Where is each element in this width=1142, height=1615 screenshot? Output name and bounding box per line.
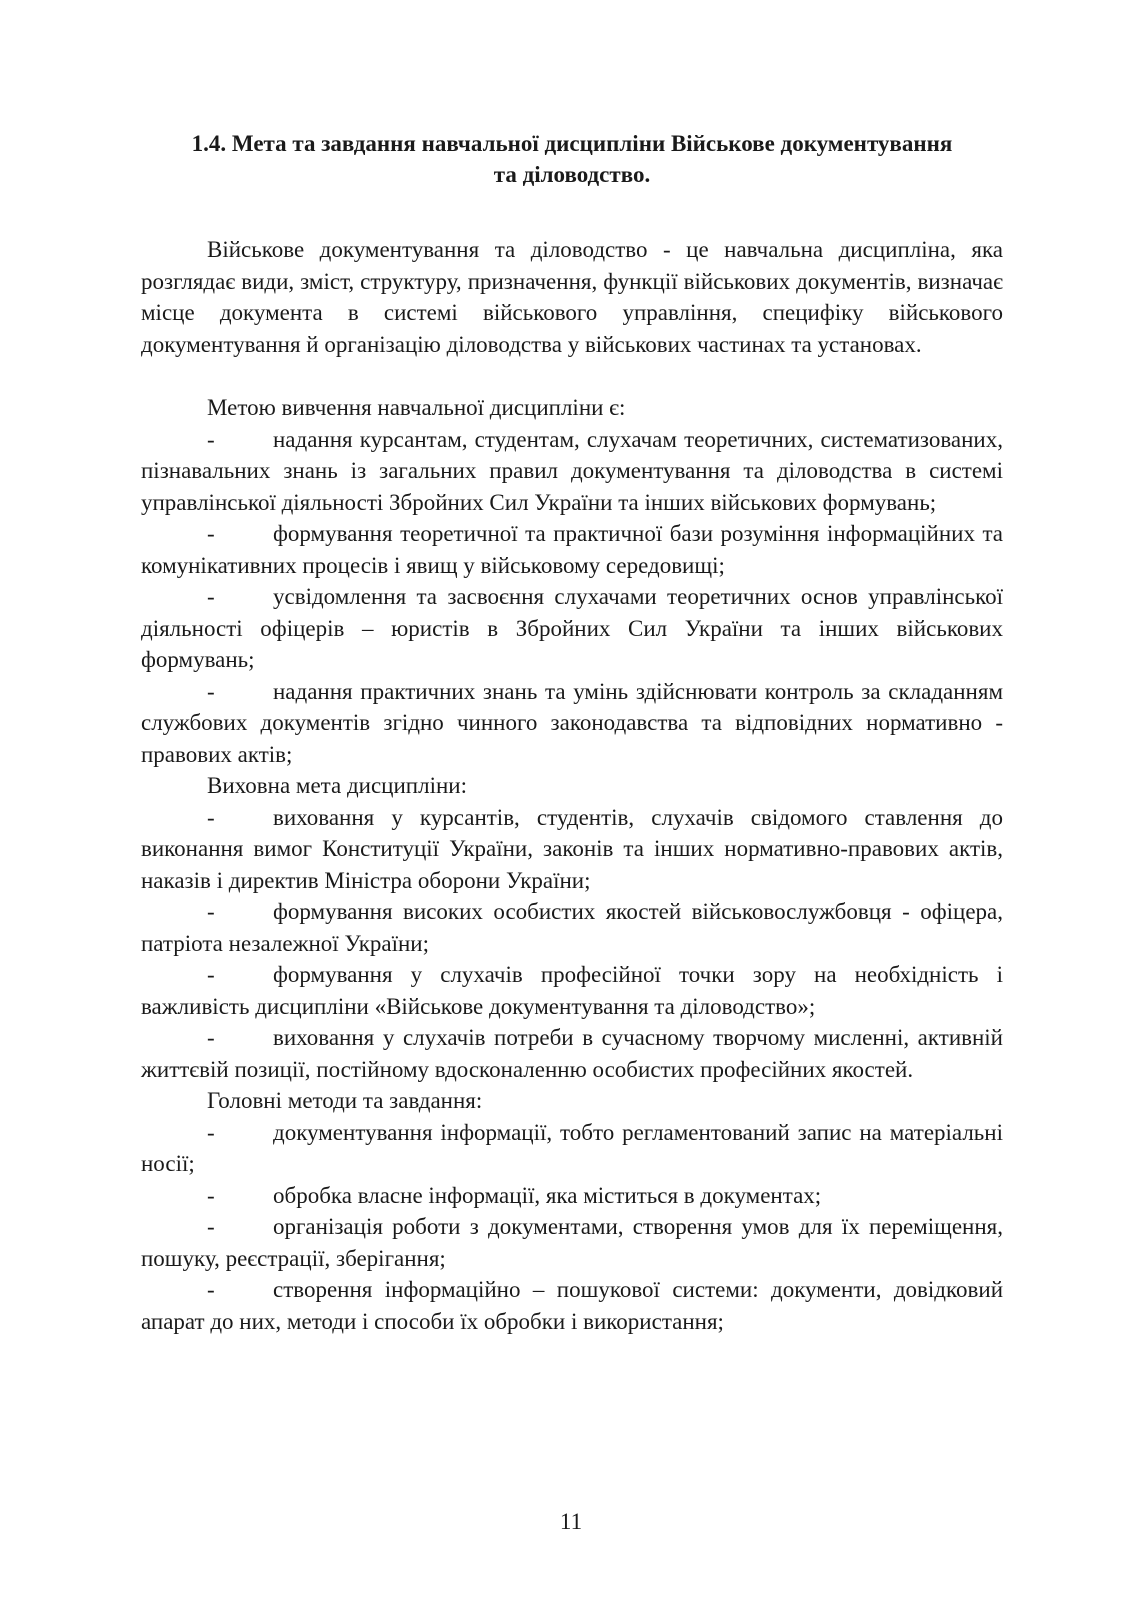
list-item <box>141 676 1003 771</box>
list-item-text: усвідомлення та засвоєння слухачами теоретичних основ управлінської діяльності офіцерів – юристів в Збройних Сил України та інших військових формувань; <box>141 584 1003 672</box>
list-item-text: надання практичних знань та умінь здійснювати контроль за складанням службових документів згідно чинного законодавства та відповідних нормативно - правових актів; <box>141 678 1003 767</box>
list-item-text: виховання у слухачів потреби в сучасному творчому мисленні, активній життєвій позиції, постійному вдосконаленню особистих професійних якостей. <box>141 1025 1003 1082</box>
bullet-dash: - <box>207 1182 215 1208</box>
list-item <box>141 896 1003 959</box>
list-item <box>141 1211 1003 1274</box>
methods-title: Головні методи та завдання: <box>207 1088 483 1113</box>
list-item-text: організація роботи з документами, створення умов для їх переміщення, пошуку, реєстрації, зберігання; <box>141 1214 1003 1271</box>
list-item <box>141 424 1003 519</box>
list-item <box>141 802 1003 897</box>
list-item-text: формування теоретичної та практичної бази розуміння інформаційних та комунікативних процесів і явищ у військовому середовищі; <box>141 521 1003 578</box>
bullet-dash: - <box>207 804 215 830</box>
bullet-dash: - <box>207 899 215 924</box>
bullet-dash: - <box>207 426 215 452</box>
list-item-text: створення інформаційно – пошукової системи: документи, довідковий апарат до них, методи і способи їх обробки і використання; <box>141 1277 1003 1334</box>
list-item-text: документування інформації, тобто регламентований запис на матеріальні носії; <box>141 1119 1003 1176</box>
bullet-dash: - <box>207 678 215 704</box>
bullet-dash: - <box>207 521 215 546</box>
methods-section <box>141 1085 1003 1337</box>
list-item <box>141 518 1003 581</box>
bullet-dash: - <box>207 1119 215 1145</box>
list-item-text: виховання у курсантів, студентів, слухачів свідомого ставлення до виконання вимог Конституції України, законів та інших нормативно-правових актів, наказів і директив Міністра оборони України; <box>141 804 1003 893</box>
educational-title: Виховна мета дисципліни: <box>207 773 467 798</box>
list-item <box>141 1022 1003 1085</box>
list-item-text: надання курсантам, студентам, слухачам теоретичних, систематизованих, пізнавальних знань із загальних правил документування та діловодства в системі управлінської діяльності Збройних Сил України та інших військових формувань; <box>141 426 1003 515</box>
bullet-dash: - <box>207 584 215 609</box>
list-item <box>141 1274 1003 1337</box>
list-item-text: обробка власне інформації, яка міститься в документах; <box>273 1182 822 1208</box>
methods-list <box>141 1117 1003 1338</box>
list-item-text: формування високих особистих якостей військовослужбовця - офіцера, патріота незалежної України; <box>141 899 1003 956</box>
list-item <box>141 1117 1003 1180</box>
section-heading-line-2: та діловодство. <box>493 162 651 187</box>
section-heading <box>141 128 1003 190</box>
educational-list <box>141 802 1003 1086</box>
goal-list <box>141 424 1003 771</box>
list-item-text: формування у слухачів професійної точки зору на необхідність і важливість дисципліни «Військове документування та діловодство»; <box>141 962 1003 1019</box>
goal-title: Метою вивчення навчальної дисципліни є: <box>207 395 626 420</box>
intro-paragraph: Військове документування та діловодство - це навчальна дисципліна, яка розглядає види, зміст, структуру, призначення, функції військових документів, визначає місце документа в системі військового управління, специфіку військового документування й організацію діловодства у військових частинах та установах. <box>141 237 1003 357</box>
goal-section <box>141 392 1003 770</box>
list-item <box>141 1180 1003 1212</box>
document-page <box>141 128 1003 1337</box>
bullet-dash: - <box>207 1277 215 1302</box>
section-heading-line-1: 1.4. Мета та завдання навчальної дисципліни Військове документування <box>191 131 953 156</box>
educational-section <box>141 770 1003 1085</box>
bullet-dash: - <box>207 1025 215 1050</box>
page-number: 11 <box>559 1509 583 1534</box>
list-item <box>141 959 1003 1022</box>
bullet-dash: - <box>207 962 215 987</box>
list-item <box>141 581 1003 676</box>
bullet-dash: - <box>207 1214 215 1239</box>
